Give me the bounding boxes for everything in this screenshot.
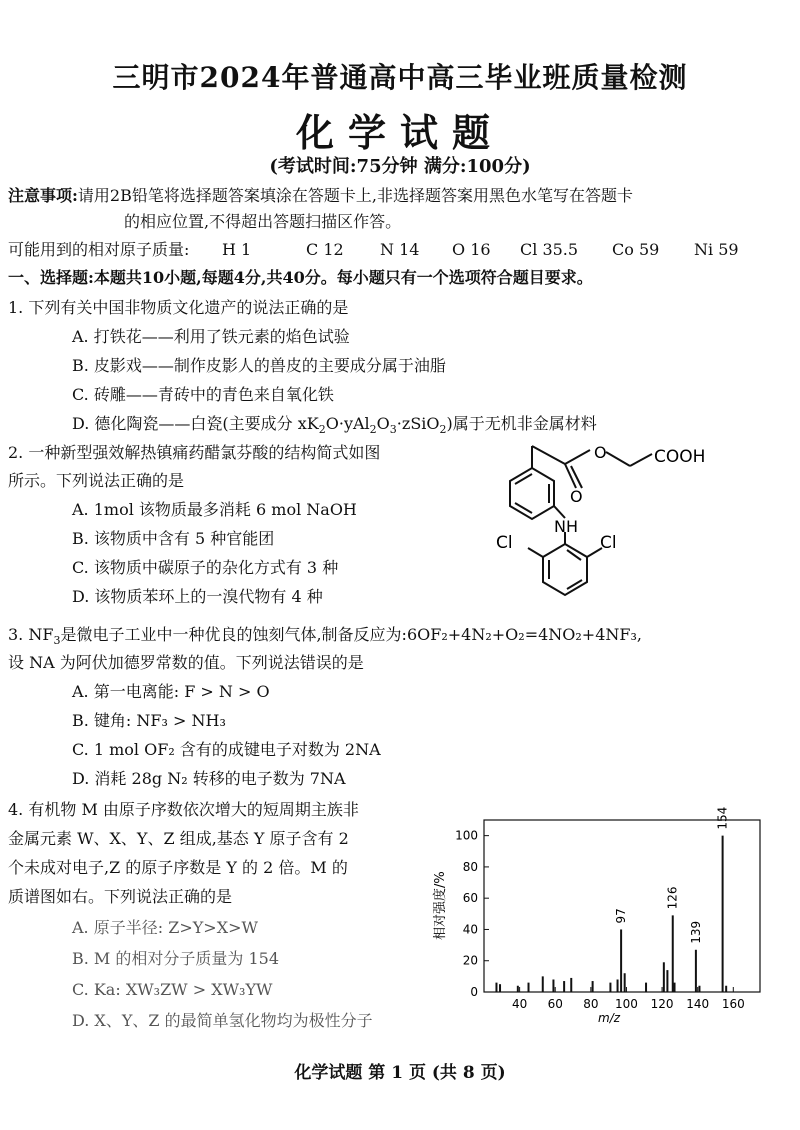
- q4-option-c: C. Ka: XW₃ZW > XW₃YW: [72, 980, 273, 999]
- q4-stem-2: 金属元素 W、X、Y、Z 组成,基态 Y 原子含有 2: [8, 829, 349, 848]
- y-tick-label: 40: [462, 922, 478, 937]
- q2-stem-1: 2. 一种新型强效解热镇痛药醋氯芬酸的结构简式如图: [8, 443, 381, 462]
- y-tick-label: 100: [455, 828, 478, 843]
- y-tick-label: 60: [462, 891, 478, 906]
- q3-stem-part: 3. NF: [8, 625, 54, 644]
- atomic-masses: [8, 240, 189, 260]
- x-tick-label: 100: [614, 997, 638, 1011]
- x-tick-label: 60: [547, 997, 563, 1011]
- x-tick-label: 80: [583, 997, 599, 1011]
- q1-stem: 1. 下列有关中国非物质文化遗产的说法正确的是: [8, 298, 349, 317]
- nh-label: NH: [554, 517, 578, 536]
- cl-right-label: Cl: [600, 533, 617, 553]
- q1-d-part: )属于无机非金属材料: [446, 414, 597, 433]
- x-tick-label: 140: [686, 997, 710, 1011]
- peak-label: 154: [715, 806, 730, 830]
- x-tick-label: 160: [721, 997, 745, 1011]
- ester-o-label: O: [594, 443, 607, 462]
- cl-left-label: Cl: [496, 533, 513, 553]
- mass-h: H 1: [222, 240, 252, 259]
- q3-option-c: C. 1 mol OF₂ 含有的成键电子对数为 2NA: [72, 740, 381, 759]
- q1-d-sub: 3: [389, 423, 397, 437]
- mass-c: C 12: [306, 240, 344, 259]
- y-tick-label: 80: [462, 859, 478, 874]
- q3-option-a: A. 第一电离能: F > N > O: [72, 682, 270, 701]
- chart-ylabel: 相对强度/%: [433, 871, 448, 940]
- q3-stem-sub: 3: [53, 634, 61, 648]
- q3-option-d: D. 消耗 28g N₂ 转移的电子数为 7NA: [72, 769, 346, 788]
- mass-cl: Cl 35.5: [520, 240, 579, 259]
- chart-axes: [455, 820, 760, 1011]
- q4-stem-1: 4. 有机物 M 由原子序数依次增大的短周期主族非: [8, 800, 359, 819]
- aceclofenac-structure: [470, 436, 770, 616]
- q1-d-sub: 2: [318, 423, 326, 437]
- subject-title: 化学试题: [295, 110, 504, 155]
- mass-co: Co 59: [612, 240, 660, 259]
- x-tick-label: 120: [650, 997, 674, 1011]
- y-tick-label: 0: [470, 985, 478, 999]
- q1-option-c: C. 砖雕——青砖中的青色来自氧化铁: [72, 385, 334, 404]
- benzene-ring-top: [510, 468, 554, 519]
- atomic-masses-label: 可能用到的相对原子质量:: [8, 240, 190, 259]
- q1-d-part: ·zSiO: [396, 414, 440, 433]
- q3-stem-2: 设 NA 为阿伏加德罗常数的值。下列说法错误的是: [8, 653, 364, 672]
- q3-equation: 6OF₂+4N₂+O₂=4NO₂+4NF₃,: [406, 625, 642, 644]
- chart-xlabel: m/z: [598, 1011, 621, 1025]
- q2-option-b: B. 该物质中含有 5 种官能团: [72, 529, 275, 548]
- q4-option-b: B. M 的相对分子质量为 154: [72, 949, 280, 968]
- q3-option-b: B. 键角: NF₃ > NH₃: [72, 711, 226, 730]
- q1-d-part: O: [376, 414, 390, 433]
- peak-label: 139: [688, 920, 703, 944]
- q4-option-d: D. X、Y、Z 的最简单氢化物均为极性分子: [72, 1011, 373, 1030]
- exam-info: (考试时间:75分钟 满分:100分): [269, 156, 531, 177]
- notice-label: 注意事项:: [8, 186, 78, 205]
- q1-d-sub: 2: [369, 423, 377, 437]
- cooh-label: COOH: [654, 447, 706, 467]
- mass-spectrum-chart: [420, 800, 780, 1030]
- peak-label: 97: [614, 908, 629, 924]
- q4-stem-3: 个未成对电子,Z 的原子序数是 Y 的 2 倍。M 的: [8, 858, 348, 877]
- q2-option-c: C. 该物质中碳原子的杂化方式有 3 种: [72, 558, 339, 577]
- mass-o: O 16: [452, 240, 491, 259]
- exam-title: 三明市2024年普通高中高三毕业班质量检测: [112, 61, 688, 94]
- y-tick-label: 20: [462, 953, 478, 968]
- q3-stem-part: 是微电子工业中一种优良的蚀刻气体,制备反应为:: [60, 625, 407, 644]
- q1-d-part: D. 德化陶瓷——白瓷(主要成分 xK: [72, 414, 319, 433]
- notice: [8, 186, 633, 206]
- mass-ni: Ni 59: [694, 240, 739, 259]
- q3-stem-1: [8, 625, 642, 651]
- carbonyl-o-label: O: [570, 487, 583, 506]
- q2-option-d: D. 该物质苯环上的一溴代物有 4 种: [72, 587, 323, 606]
- q1-option-a: A. 打铁花——利用了铁元素的焰色试验: [72, 327, 350, 346]
- q1-d-sub: 2: [439, 423, 447, 437]
- q2-stem-2: 所示。下列说法正确的是: [8, 471, 185, 490]
- page-footer: 化学试题 第 1 页 (共 8 页): [294, 1063, 506, 1083]
- q1-option-b: B. 皮影戏——制作皮影人的兽皮的主要成分属于油脂: [72, 356, 446, 375]
- section-heading: 一、选择题:本题共10小题,每题4分,共40分。每小题只有一个选项符合题目要求。: [8, 268, 593, 287]
- q1-d-part: O·yAl: [325, 414, 370, 433]
- peak-label: 126: [665, 886, 680, 910]
- notice-line2: 的相应位置,不得超出答题扫描区作答。: [124, 212, 402, 231]
- q4-stem-4: 质谱图如右。下列说法正确的是: [8, 887, 233, 906]
- mass-n: N 14: [380, 240, 420, 259]
- notice-line1: 请用2B铅笔将选择题答案填涂在答题卡上,非选择题答案用黑色水笔写在答题卡: [77, 186, 633, 205]
- x-tick-label: 40: [511, 997, 528, 1011]
- q4-option-a: A. 原子半径: Z>Y>X>W: [72, 918, 258, 937]
- chart-bars: [496, 836, 726, 992]
- q2-option-a: A. 1mol 该物质最多消耗 6 mol NaOH: [72, 500, 357, 519]
